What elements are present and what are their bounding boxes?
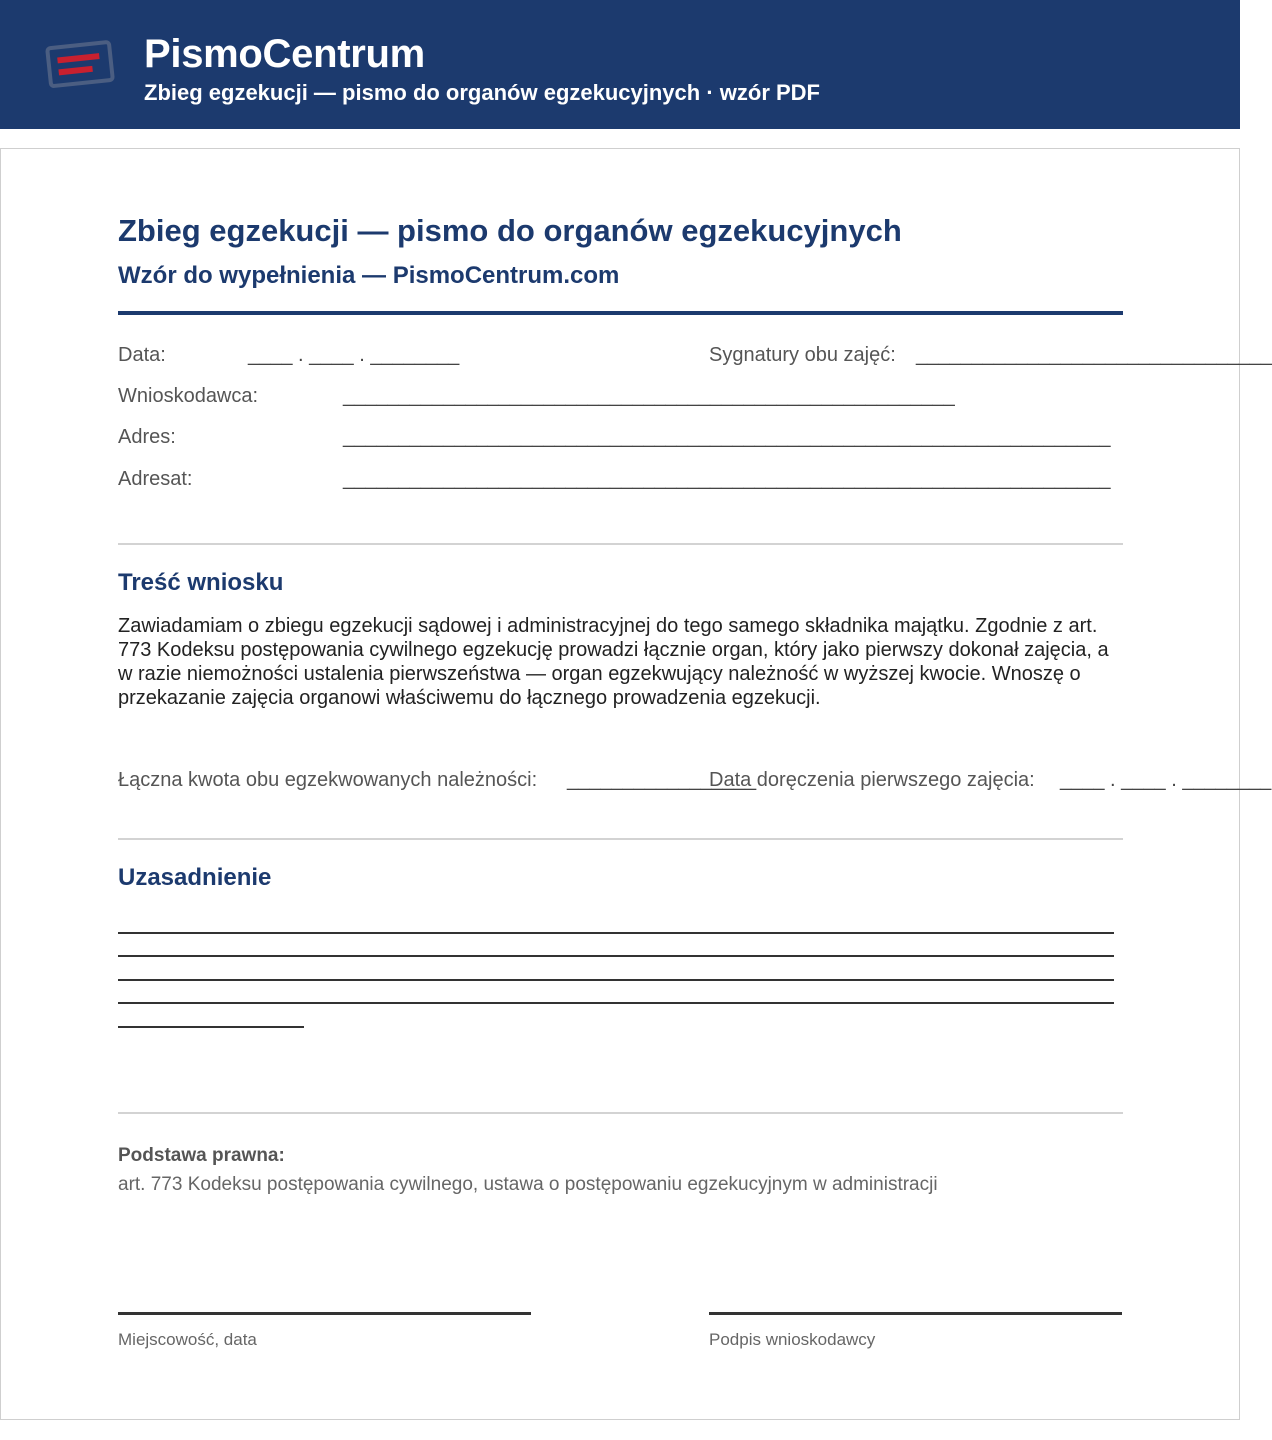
justification-line[interactable] xyxy=(118,932,1114,934)
brand-name[interactable]: PismoCentrum xyxy=(144,32,425,76)
first-seizure-date-label: Data doręczenia pierwszego zajęcia: xyxy=(709,769,1035,791)
first-seizure-date-field[interactable]: ____ . ____ . ________ xyxy=(1060,769,1272,791)
place-date-line[interactable] xyxy=(118,1312,531,1315)
content-text: Zawiadamiam o zbiegu egzekucji sądowej i administracyjnej do tego samego składnika majątku. Zgodnie z art. 773 Kodeksu postępowania cywilnego egzekucję prowadzi łącznie organ, który jako pierwszy dokonał zajęcia, a w razie niemożności ustalenia pierwszeństwa — organ egzekwujący należność w wyższej kwocie. Wnoszę o przekazanie zajęcia organowi właściwemu do łącznego prowadzenia egzekucji. xyxy=(118,615,1109,709)
justification-line[interactable] xyxy=(118,955,1114,957)
site-header xyxy=(0,0,1240,129)
document-title: Zbieg egzekucji — pismo do organów egzekucyjnych xyxy=(118,213,902,248)
section-divider xyxy=(118,1112,1123,1114)
address-field[interactable]: _____________________________________________________________________ xyxy=(343,426,1111,448)
header-subtitle: Zbieg egzekucji — pismo do organów egzekucyjnych · wzór PDF xyxy=(144,80,820,105)
signatures-field[interactable]: ________________________________ xyxy=(916,344,1272,366)
addressee-label: Adresat: xyxy=(118,468,193,490)
date-label: Data: xyxy=(118,344,166,366)
address-label: Adres: xyxy=(118,426,176,448)
section-divider xyxy=(118,543,1123,545)
legal-basis-heading: Podstawa prawna: xyxy=(118,1145,285,1166)
justification-line[interactable] xyxy=(118,979,1114,981)
justification-line[interactable] xyxy=(118,1026,304,1028)
document-page xyxy=(0,148,1272,1420)
place-date-caption: Miejscowość, data xyxy=(118,1330,257,1349)
signature-caption: Podpis wnioskodawcy xyxy=(709,1330,876,1349)
amount-field[interactable]: _________________ xyxy=(567,769,757,791)
applicant-label: Wnioskodawca: xyxy=(118,385,259,407)
applicant-field[interactable]: _______________________________________________________ xyxy=(343,385,955,407)
document-subtitle: Wzór do wypełnienia — PismoCentrum.com xyxy=(118,262,620,289)
justification-heading: Uzasadnienie xyxy=(118,864,272,891)
amount-label: Łączna kwota obu egzekwowanych należności: xyxy=(118,769,538,791)
addressee-field[interactable]: _____________________________________________________________________ xyxy=(343,468,1111,490)
justification-line[interactable] xyxy=(118,1002,1114,1004)
document-stamp-icon xyxy=(44,38,118,90)
legal-basis-text: art. 773 Kodeksu postępowania cywilnego, ustawa o postępowaniu egzekucyjnym w administracji xyxy=(118,1174,938,1195)
signatures-label: Sygnatury obu zajęć: xyxy=(709,344,896,366)
section-divider xyxy=(118,838,1123,840)
content-heading: Treść wniosku xyxy=(118,569,284,596)
title-divider xyxy=(118,311,1123,315)
date-field[interactable]: ____ . ____ . ________ xyxy=(248,344,460,366)
signature-line[interactable] xyxy=(709,1312,1122,1315)
